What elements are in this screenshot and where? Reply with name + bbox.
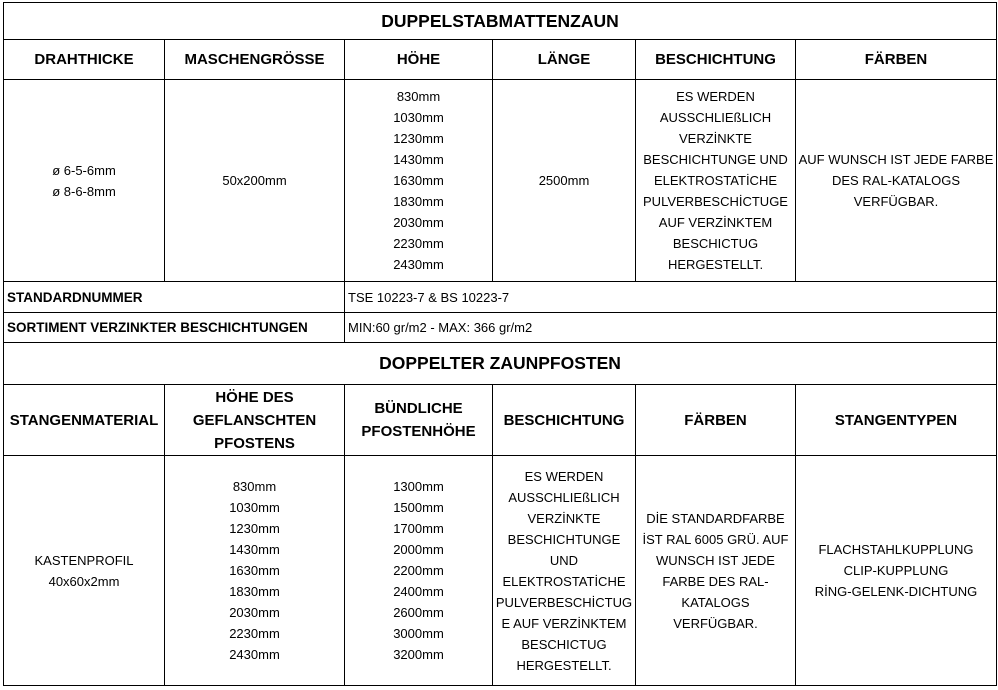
header-faerben-2: FÄRBEN <box>636 385 796 456</box>
standard-value: TSE 10223-7 & BS 10223-7 <box>345 282 997 313</box>
header-beschichtung: BESCHICHTUNG <box>636 40 796 80</box>
spec-table <box>3 2 997 686</box>
cell-hoehe-geflanscht: 830mm 1030mm 1230mm 1430mm 1630mm 1830mm 2030mm 2230mm 2430mm <box>165 456 345 686</box>
cell-drahthicke: ø 6-5-6mm ø 8-6-8mm <box>4 80 165 282</box>
cell-maschengroesse: 50x200mm <box>165 80 345 282</box>
cell-stangentypen: FLACHSTAHLKUPPLUNG CLIP-KUPPLUNG RİNG-GELENK-DICHTUNG <box>796 456 997 686</box>
cell-faerben-2: DİE STANDARDFARBE İST RAL 6005 GRÜ. AUF WUNSCH IST JEDE FARBE DES RAL- KATALOGS VERFÜGBAR. <box>636 456 796 686</box>
sortiment-value: MIN:60 gr/m2 - MAX: 366 gr/m2 <box>345 313 997 343</box>
header-drahthicke: DRAHTHICKE <box>4 40 165 80</box>
cell-stangenmaterial: KASTENPROFIL 40x60x2mm <box>4 456 165 686</box>
section2-title: DOPPELTER ZAUNPFOSTEN <box>4 343 997 385</box>
sortiment-label: SORTIMENT VERZINKTER BESCHICHTUNGEN <box>4 313 345 343</box>
header-stangenmaterial: STANGENMATERIAL <box>4 385 165 456</box>
header-hoehe: HÖHE <box>345 40 493 80</box>
cell-faerben: AUF WUNSCH IST JEDE FARBE DES RAL-KATALOGS VERFÜGBAR. <box>796 80 997 282</box>
cell-beschichtung-2: ES WERDEN AUSSCHLIEßLICH VERZİNKTE BESCHICHTUNGE UND ELEKTROSTATİCHE PULVERBESCHİCTUG E AUF VERZİNKTEM BESCHICTUG HERGESTELLT. <box>493 456 636 686</box>
standard-label: STANDARDNUMMER <box>4 282 345 313</box>
header-hoehe-geflanscht: HÖHE DES GEFLANSCHTEN PFOSTENS <box>165 385 345 456</box>
header-stangentypen: STANGENTYPEN <box>796 385 997 456</box>
cell-buendliche-hoehe: 1300mm 1500mm 1700mm 2000mm 2200mm 2400mm 2600mm 3000mm 3200mm <box>345 456 493 686</box>
cell-laenge: 2500mm <box>493 80 636 282</box>
header-laenge: LÄNGE <box>493 40 636 80</box>
header-buendliche-hoehe: BÜNDLICHE PFOSTENHÖHE <box>345 385 493 456</box>
header-faerben: FÄRBEN <box>796 40 997 80</box>
cell-beschichtung: ES WERDEN AUSSCHLIEßLICH VERZİNKTE BESCHICHTUNGE UND ELEKTROSTATİCHE PULVERBESCHİCTUGE AUF VERZİNKTEM BESCHICTUG HERGESTELLT. <box>636 80 796 282</box>
header-beschichtung-2: BESCHICHTUNG <box>493 385 636 456</box>
header-maschengroesse: MASCHENGRÖSSE <box>165 40 345 80</box>
section1-title: DUPPELSTABMATTENZAUN <box>4 3 997 40</box>
cell-hoehe: 830mm 1030mm 1230mm 1430mm 1630mm 1830mm 2030mm 2230mm 2430mm <box>345 80 493 282</box>
